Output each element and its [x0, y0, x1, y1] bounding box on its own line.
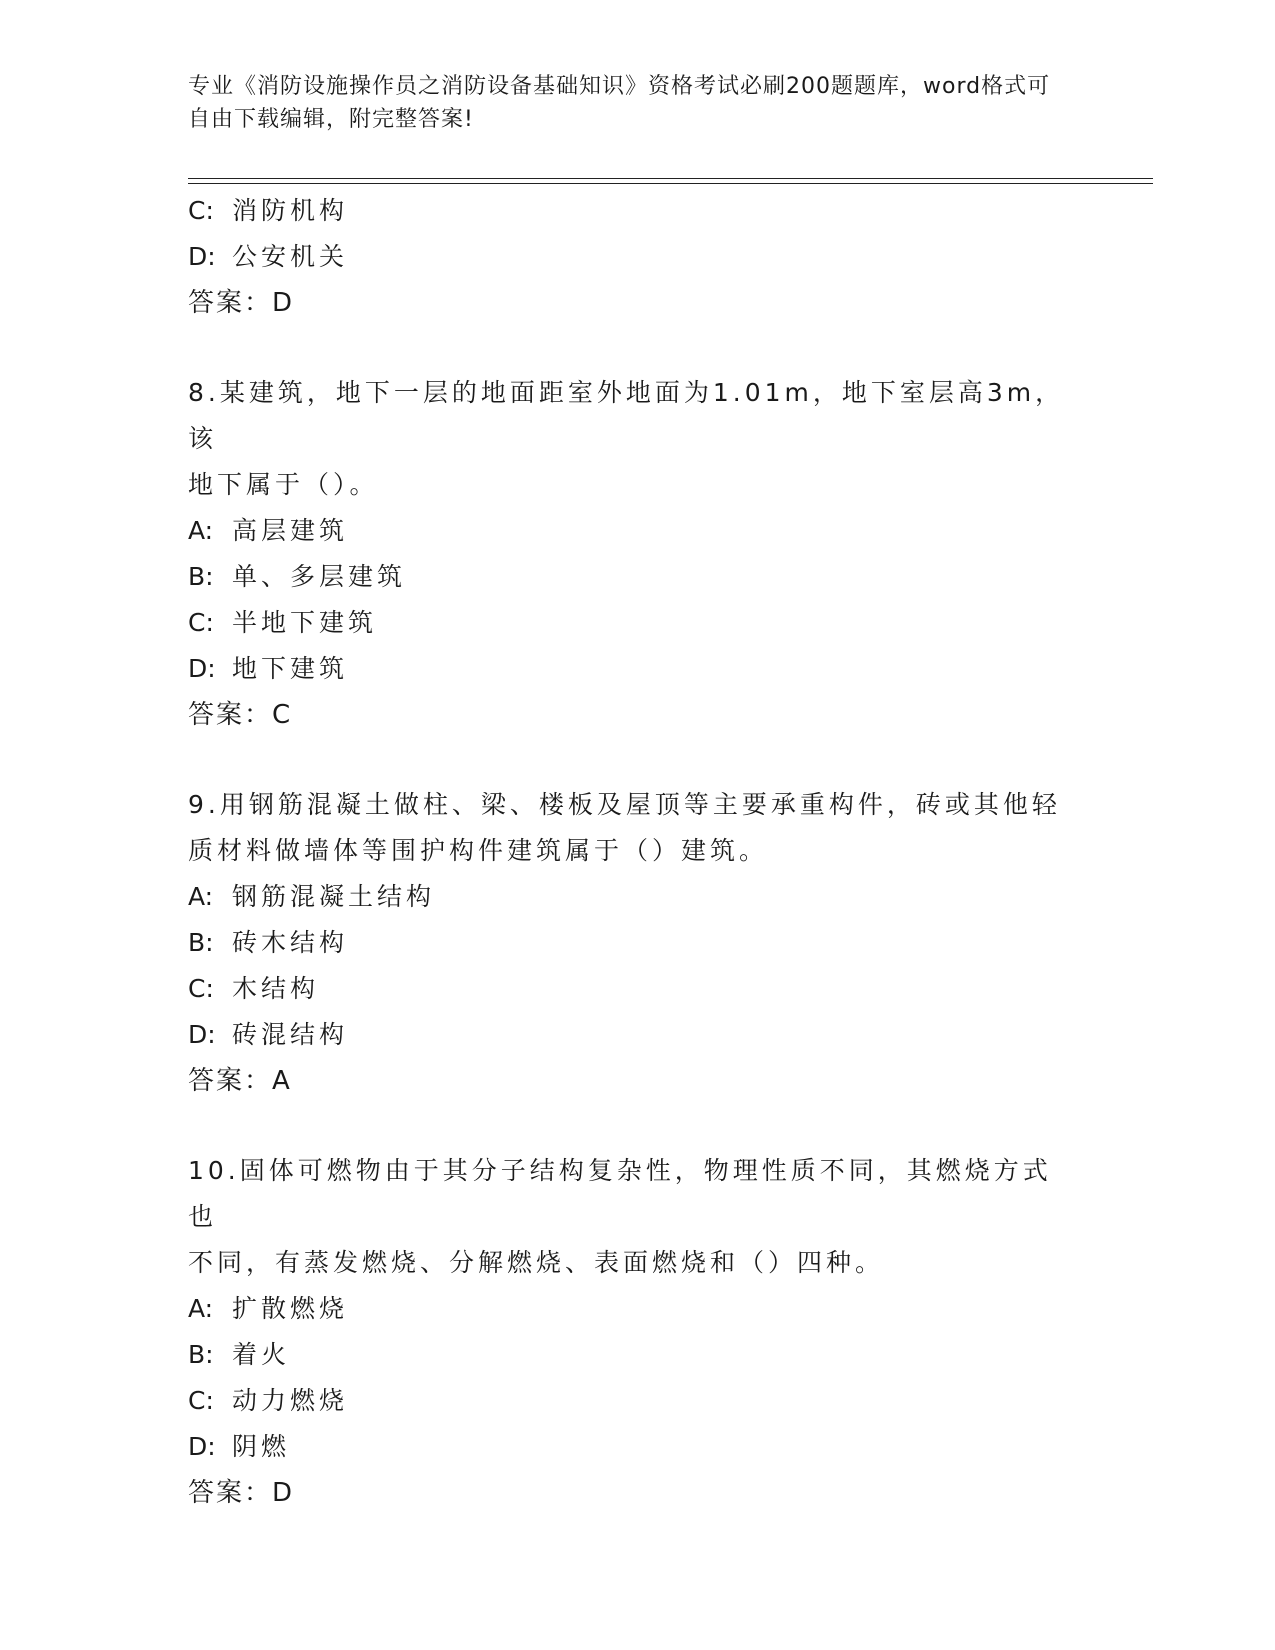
option-text: 阴燃 — [232, 1432, 291, 1461]
option-d — [188, 646, 1088, 692]
option-text: 半地下建筑 — [232, 608, 378, 637]
option-key: B: — [188, 562, 214, 591]
option-d — [188, 1012, 1088, 1058]
option-text: 地下建筑 — [232, 654, 349, 683]
question-stem-line: 9.用钢筋混凝土做柱、梁、楼板及屋顶等主要承重构件，砖或其他轻 — [188, 790, 1061, 819]
option-d — [188, 234, 1088, 280]
option-key: D: — [188, 1020, 216, 1049]
question-8 — [188, 370, 1088, 738]
question-stem-line: 质材料做墙体等围护构件建筑属于（）建筑。 — [188, 836, 769, 865]
question-stem-line: 不同，有蒸发燃烧、分解燃烧、表面燃烧和（）四种。 — [188, 1248, 885, 1277]
option-c — [188, 600, 1088, 646]
option-key: D: — [188, 1432, 216, 1461]
answer-line: 答案：A — [188, 1066, 292, 1096]
option-b — [188, 554, 1088, 600]
answer-line: 答案：D — [188, 1478, 295, 1508]
header-rule-bottom — [188, 183, 1153, 184]
option-text: 砖木结构 — [232, 928, 349, 957]
option-key: D: — [188, 654, 216, 683]
option-b — [188, 1332, 1088, 1378]
answer-line: 答案：D — [188, 288, 295, 318]
option-a — [188, 874, 1088, 920]
option-key: C: — [188, 608, 214, 637]
option-key: C: — [188, 196, 214, 225]
option-c — [188, 188, 1088, 234]
question-stem-line: 8.某建筑，地下一层的地面距室外地面为1.01m，地下室层高3m，该 — [188, 378, 1065, 453]
option-d — [188, 1424, 1088, 1470]
option-text: 消防机构 — [232, 196, 349, 225]
option-text: 钢筋混凝土结构 — [232, 882, 436, 911]
option-c — [188, 966, 1088, 1012]
option-key: A: — [188, 1294, 214, 1323]
option-c — [188, 1378, 1088, 1424]
question-stem-line: 10.固体可燃物由于其分子结构复杂性，物理性质不同，其燃烧方式也 — [188, 1156, 1052, 1231]
option-text: 动力燃烧 — [232, 1386, 349, 1415]
option-key: B: — [188, 928, 214, 957]
question-stem-line: 地下属于（）。 — [188, 470, 379, 499]
answer-line: 答案：C — [188, 700, 293, 730]
option-a — [188, 1286, 1088, 1332]
option-key: A: — [188, 516, 214, 545]
page-header: 专业《消防设施操作员之消防设备基础知识》资格考试必刷200题题库，word格式可自由下载编辑，附完整答案! — [188, 74, 1051, 132]
option-text: 砖混结构 — [232, 1020, 349, 1049]
option-key: D: — [188, 242, 216, 271]
option-text: 高层建筑 — [232, 516, 349, 545]
option-text: 木结构 — [232, 974, 320, 1003]
question-10 — [188, 1148, 1088, 1516]
option-a — [188, 508, 1088, 554]
option-text: 公安机关 — [232, 242, 349, 271]
option-key: B: — [188, 1340, 214, 1369]
option-key: A: — [188, 882, 214, 911]
option-b — [188, 920, 1088, 966]
question-9 — [188, 782, 1088, 1104]
option-text: 单、多层建筑 — [232, 562, 407, 591]
option-key: C: — [188, 1386, 214, 1415]
option-key: C: — [188, 974, 214, 1003]
question-content — [188, 188, 1088, 1516]
header-rule-top — [188, 178, 1153, 179]
option-text: 着火 — [232, 1340, 291, 1369]
option-text: 扩散燃烧 — [232, 1294, 349, 1323]
